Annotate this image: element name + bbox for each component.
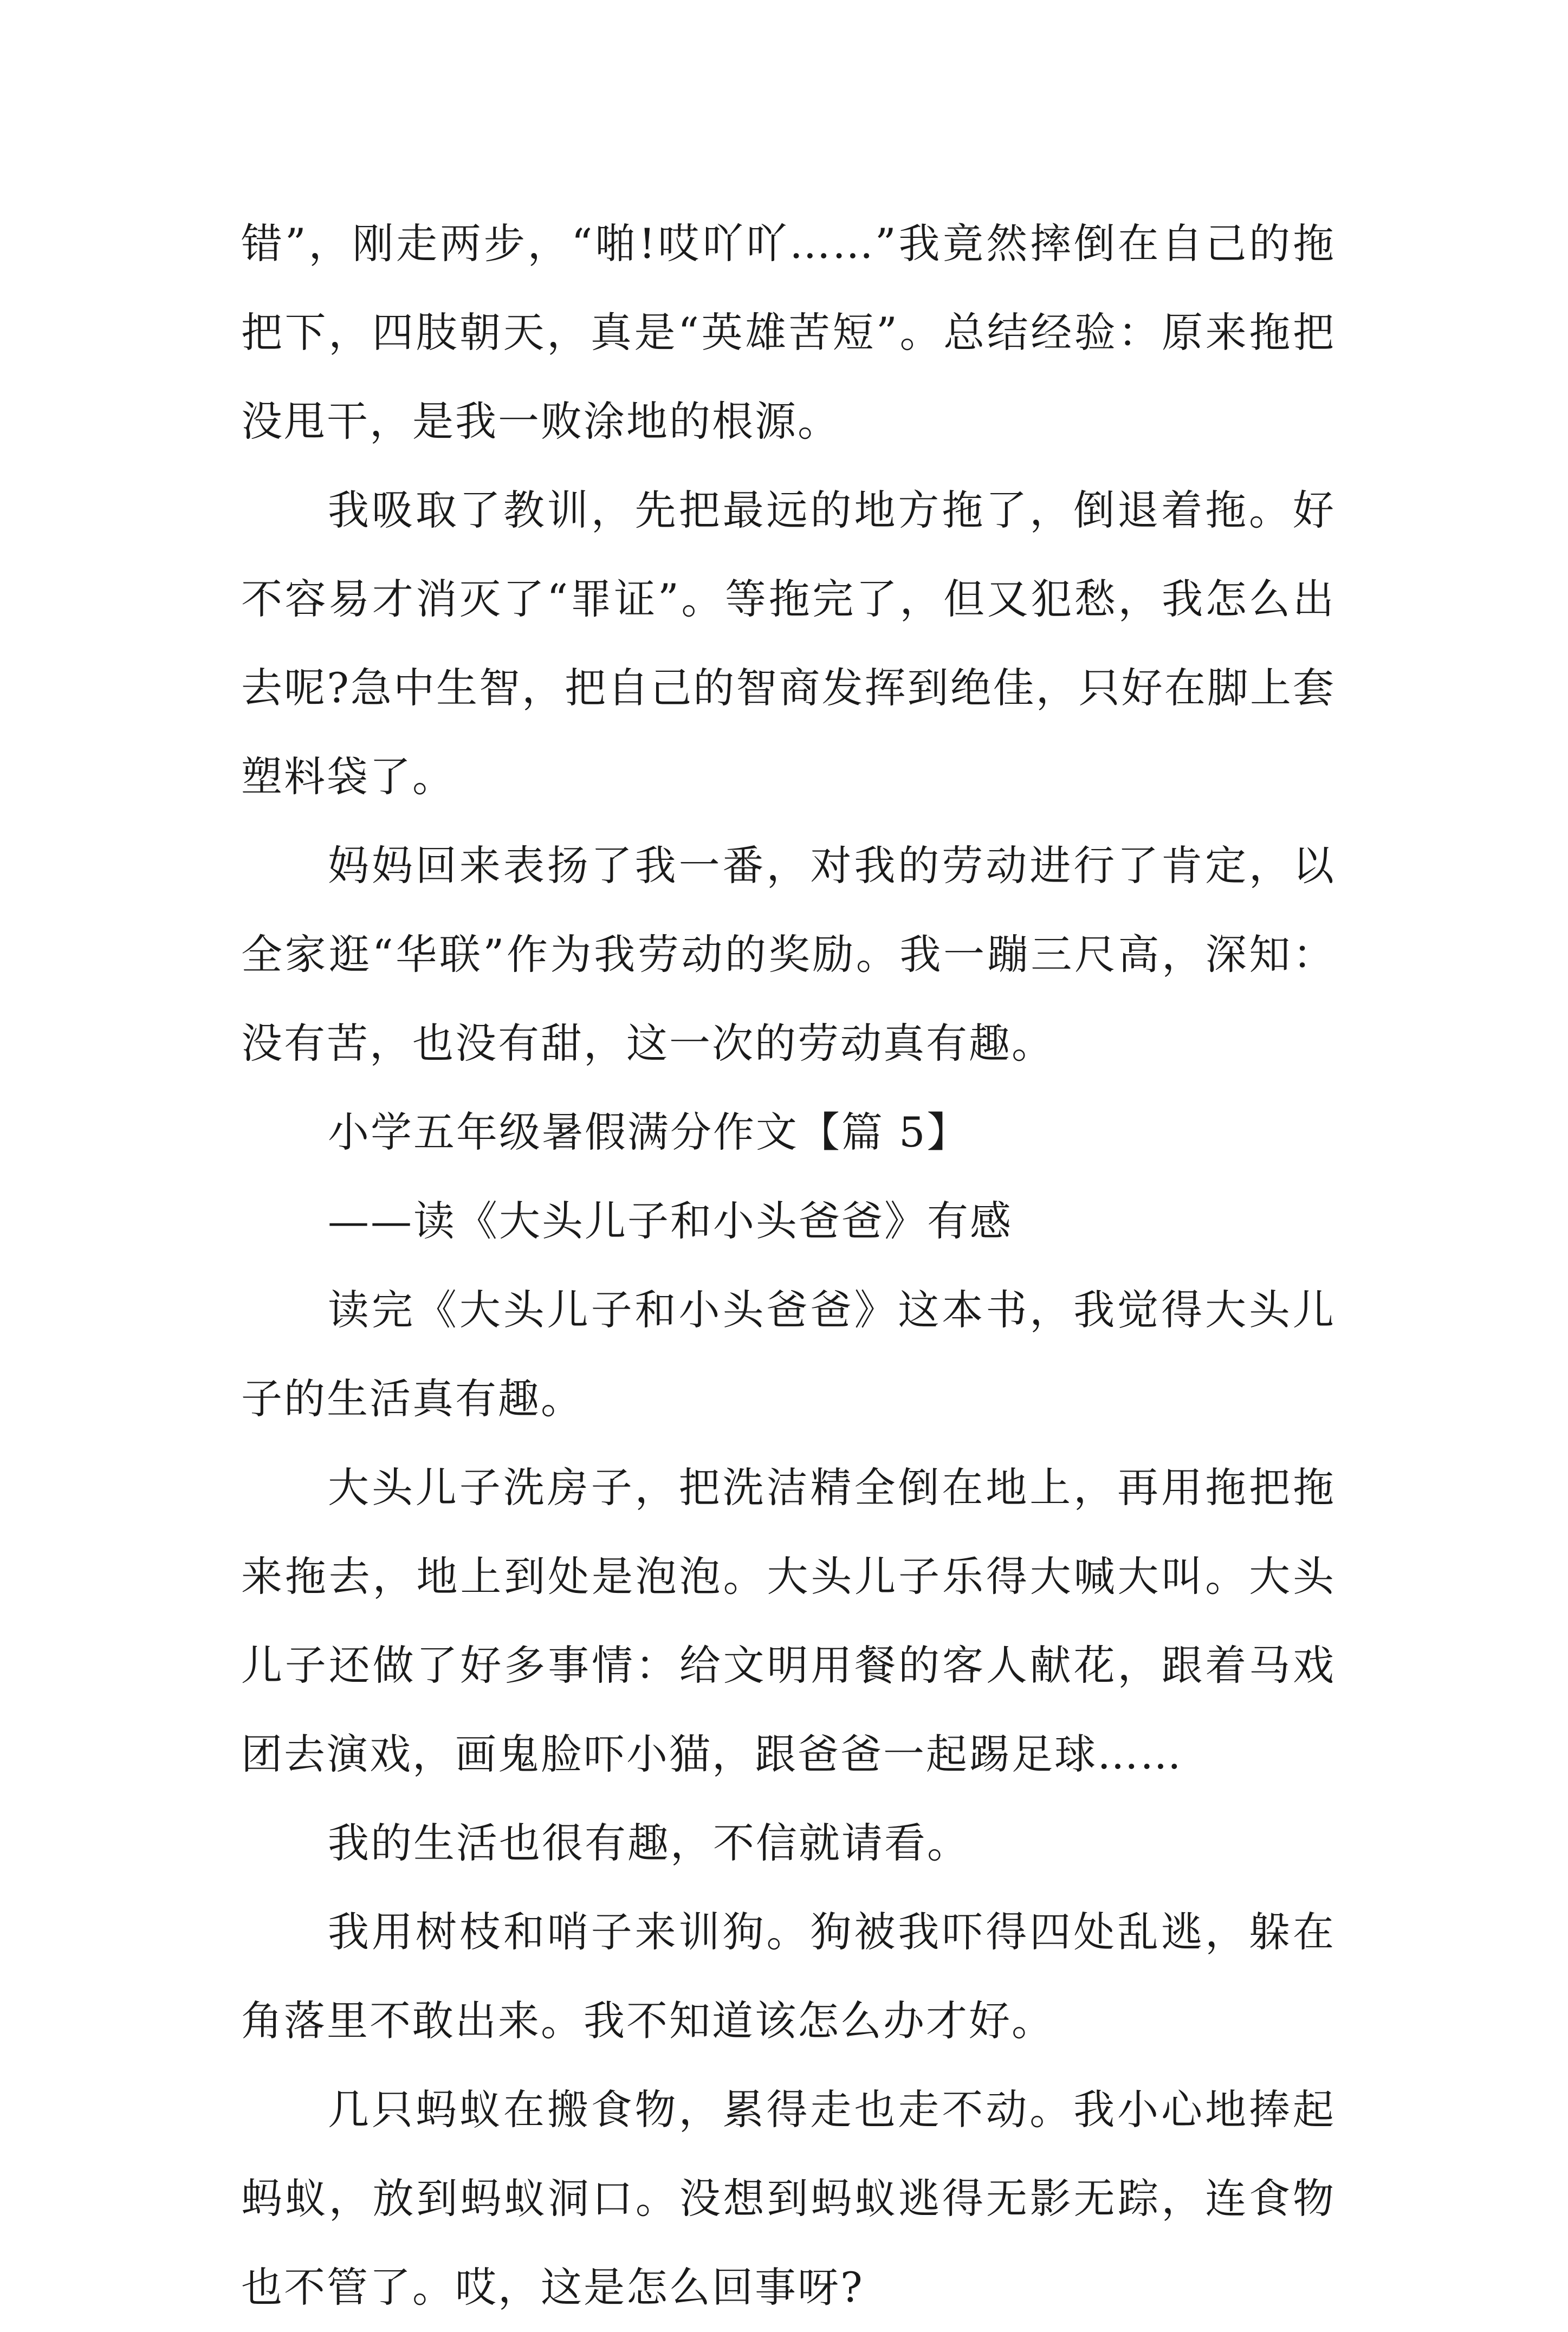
paragraph-reading: 读完《大头儿子和小头爸爸》这本书，我觉得大头儿子的生活真有趣。 xyxy=(241,1286,1336,1423)
paragraph-my-life: 我的生活也很有趣，不信就请看。 xyxy=(328,1819,970,1867)
section-subtitle: ——读《大头儿子和小头爸爸》有感 xyxy=(328,1197,1013,1245)
document-body xyxy=(241,199,1336,2332)
paragraph-praise: 妈妈回来表扬了我一番，对我的劳动进行了肯定，以全家逛“华联”作为我劳动的奖励。我一蹦三尺高，深知：没有苦，也没有甜，这一次的劳动真有趣。 xyxy=(241,841,1336,1067)
paragraph-lesson: 我吸取了教训，先把最远的地方拖了，倒退着拖。好不容易才消灭了“罪证”。等拖完了，但又犯愁，我怎么出去呢?急中生智，把自己的智商发挥到绝佳，只好在脚上套塑料袋了。 xyxy=(241,486,1336,801)
paragraph-ants: 几只蚂蚁在搬食物，累得走也走不动。我小心地捧起蚂蚁，放到蚂蚁洞口。没想到蚂蚁逃得无影无踪，连食物也不管了。哎，这是怎么回事呀? xyxy=(241,2085,1336,2311)
paragraph-story: 大头儿子洗房子，把洗洁精全倒在地上，再用拖把拖来拖去，地上到处是泡泡。大头儿子乐得大喊大叫。大头儿子还做了好多事情：给文明用餐的客人献花，跟着马戏团去演戏，画鬼脸吓小猫，跟爸爸一起踢足球…… xyxy=(241,1463,1336,1778)
paragraph-dog: 我用树枝和哨子来训狗。狗被我吓得四处乱逃，躲在角落里不敢出来。我不知道该怎么办才好。 xyxy=(241,1908,1336,2045)
paragraph-continuation: 错”，刚走两步，“啪!哎吖吖……”我竟然摔倒在自己的拖把下，四肢朝天，真是“英雄苦短”。总结经验：原来拖把没甩干，是我一败涂地的根源。 xyxy=(241,219,1336,445)
section-title: 小学五年级暑假满分作文【篇 5】 xyxy=(328,1108,970,1156)
